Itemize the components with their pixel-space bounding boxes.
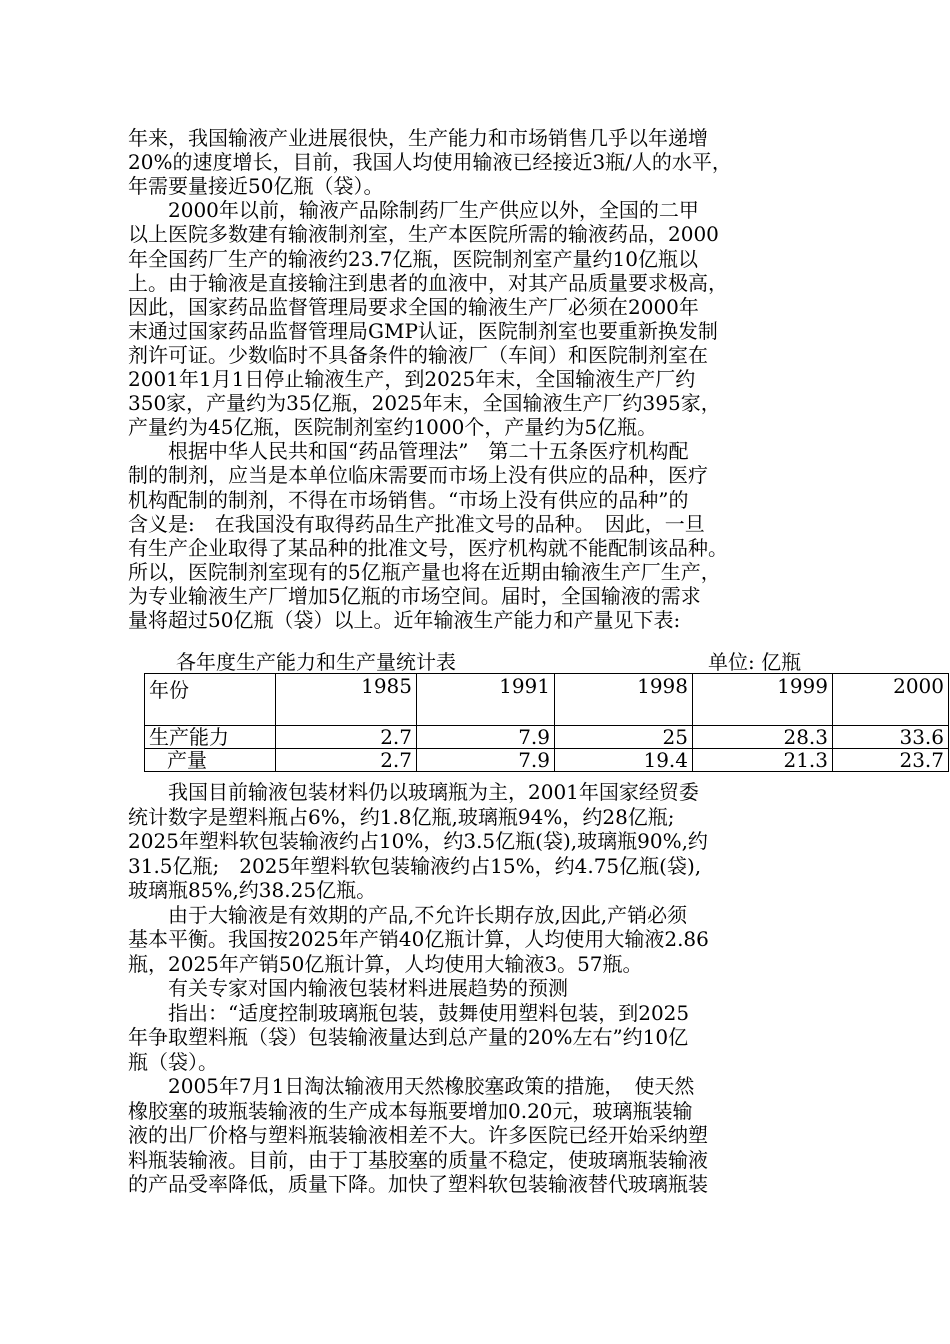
header-cell: 2000 bbox=[833, 674, 949, 726]
text-line: 350家，产量约为35亿瓶，2025年末，全国输液生产厂约395家， bbox=[128, 391, 721, 416]
text-line: 年争取塑料瓶（袋）包装输液量达到总产量的20%左右”约10亿 bbox=[128, 1025, 689, 1049]
header-cell: 1999 bbox=[693, 674, 833, 726]
text-line: 指出：“适度控制玻璃瓶包装，鼓舞使用塑料包装，到2025 bbox=[128, 1000, 690, 1025]
text-line: 为专业输液生产厂增加5亿瓶的市场空间。届时，全国输液的需求 bbox=[128, 583, 701, 608]
table-cell: 7.9 bbox=[417, 749, 555, 772]
table-cell: 33.6 bbox=[833, 726, 949, 749]
table-cell: 25 bbox=[555, 726, 693, 749]
text-line: 31.5亿瓶; 2025年塑料软包装输液约占15%，约4.75亿瓶(袋), bbox=[128, 853, 702, 878]
text-line: 产量约为45亿瓶，医院制剂室约1000个，产量约为5亿瓶。 bbox=[128, 415, 658, 440]
text-line: 年来，我国输液产业进展很快，生产能力和市场销售几乎以年递增 bbox=[128, 126, 708, 150]
header-cell: 1985 bbox=[276, 674, 417, 726]
text-line: 上。由于输液是直接输注到患者的血液中，对其产品质量要求极高， bbox=[128, 270, 728, 295]
text-line: 玻璃瓶85%,约38.25亿瓶。 bbox=[128, 878, 377, 902]
text-line: 有关专家对国内输液包装材料进展趋势的预测 bbox=[128, 976, 568, 1000]
text-line: 以上医院多数建有输液制剂室，生产本医院所需的输液药品，2000 bbox=[128, 222, 719, 247]
table-title: 各年度生产能力和生产量统计表 bbox=[176, 650, 456, 674]
table-row bbox=[145, 749, 949, 772]
table-cell: 2.7 bbox=[276, 749, 417, 772]
table-cell: 19.4 bbox=[555, 749, 693, 772]
text-line: 2000年以前，输液产品除制药厂生产供应以外，全国的二甲 bbox=[128, 198, 699, 223]
text-line: 因此，国家药品监督管理局要求全国的输液生产厂必须在2000年 bbox=[128, 294, 699, 319]
header-cell: 1991 bbox=[417, 674, 555, 726]
table-header-row bbox=[145, 674, 949, 726]
text-line: 料瓶装输液。目前，由于丁基胶塞的质量不稳定，使玻璃瓶装输液 bbox=[128, 1147, 708, 1172]
text-line: 由于大输液是有效期的产品,不允许长期存放,因此,产销必须 bbox=[128, 902, 688, 927]
text-line: 瓶，2025年产销50亿瓶计算，人均使用大输液3。57瓶。 bbox=[128, 951, 643, 976]
text-line: 的产品受率降低，质量下降。加快了塑料软包装输液替代玻璃瓶装 bbox=[128, 1172, 708, 1196]
table-cell: 23.7 bbox=[833, 749, 949, 772]
text-line: 年需要量接近50亿瓶（袋）。 bbox=[128, 174, 384, 199]
text-line: 20%的速度增长，目前，我国人均使用输液已经接近3瓶/人的水平， bbox=[128, 150, 732, 175]
text-line: 我国目前输液包装材料仍以玻璃瓶为主，2001年国家经贸委 bbox=[128, 780, 699, 804]
text-line: 橡胶塞的玻瓶装输液的生产成本每瓶要增加0.20元，玻璃瓶装输 bbox=[128, 1098, 693, 1123]
text-line: 瓶（袋）。 bbox=[128, 1049, 218, 1074]
text-line: 年全国药厂生产的输液约23.7亿瓶，医院制剂室产量约10亿瓶以 bbox=[128, 246, 698, 271]
text-line: 2005年7月1日淘汰输液用天然橡胶塞政策的措施， 使天然 bbox=[128, 1074, 695, 1098]
text-line: 液的出厂价格与塑料瓶装输液相差不大。许多医院已经开始采纳塑 bbox=[128, 1123, 708, 1147]
table-cell: 28.3 bbox=[693, 726, 833, 749]
text-line: 基本平衡。我国按2025年产销40亿瓶计算，人均使用大输液2.86 bbox=[128, 927, 709, 951]
table-unit: 单位: 亿瓶 bbox=[708, 650, 802, 674]
header-cell-year: 年份 bbox=[145, 674, 276, 726]
text-line: 机构配制的制剂，不得在市场销售。“市场上没有供应的品种”的 bbox=[128, 487, 689, 512]
text-line: 2001年1月1日停止输液生产，到2025年末，全国输液生产厂约 bbox=[128, 367, 696, 391]
table-row bbox=[145, 726, 949, 749]
text-line: 剂许可证。少数临时不具备条件的输液厂（车间）和医院制剂室在 bbox=[128, 342, 708, 367]
table-cell: 2.7 bbox=[276, 726, 417, 749]
text-line: 统计数字是塑料瓶占6%，约1.8亿瓶,玻璃瓶94%，约28亿瓶; bbox=[128, 804, 675, 829]
text-line: 2025年塑料软包装输液约占10%，约3.5亿瓶(袋),玻璃瓶90%,约 bbox=[128, 829, 708, 853]
text-line: 根据中华人民共和国“药品管理法” 第二十五条医疗机构配 bbox=[128, 439, 689, 464]
text-line: 含义是: 在我国没有取得药品生产批准文号的品种。 因此，一旦 bbox=[128, 511, 705, 536]
table-cell: 7.9 bbox=[417, 726, 555, 749]
row-label-output: 产量 bbox=[145, 749, 276, 772]
text-line: 所以，医院制剂室现有的5亿瓶产量也将在近期由输液生产厂生产， bbox=[128, 559, 721, 584]
text-line: 量将超过50亿瓶（袋）以上。近年输液生产能力和产量见下表: bbox=[128, 608, 681, 632]
row-label-capacity: 生产能力 bbox=[145, 726, 276, 749]
text-line: 制的制剂，应当是本单位临床需要而市场上没有供应的品种，医疗 bbox=[128, 463, 708, 488]
table-cell: 21.3 bbox=[693, 749, 833, 772]
text-line: 末通过国家药品监督管理局GMP认证，医院制剂室也要重新换发制 bbox=[128, 318, 718, 343]
stats-table bbox=[144, 673, 949, 772]
text-line: 有生产企业取得了某品种的批准文号，医疗机构就不能配制该品种。 bbox=[128, 535, 728, 560]
header-cell: 1998 bbox=[555, 674, 693, 726]
